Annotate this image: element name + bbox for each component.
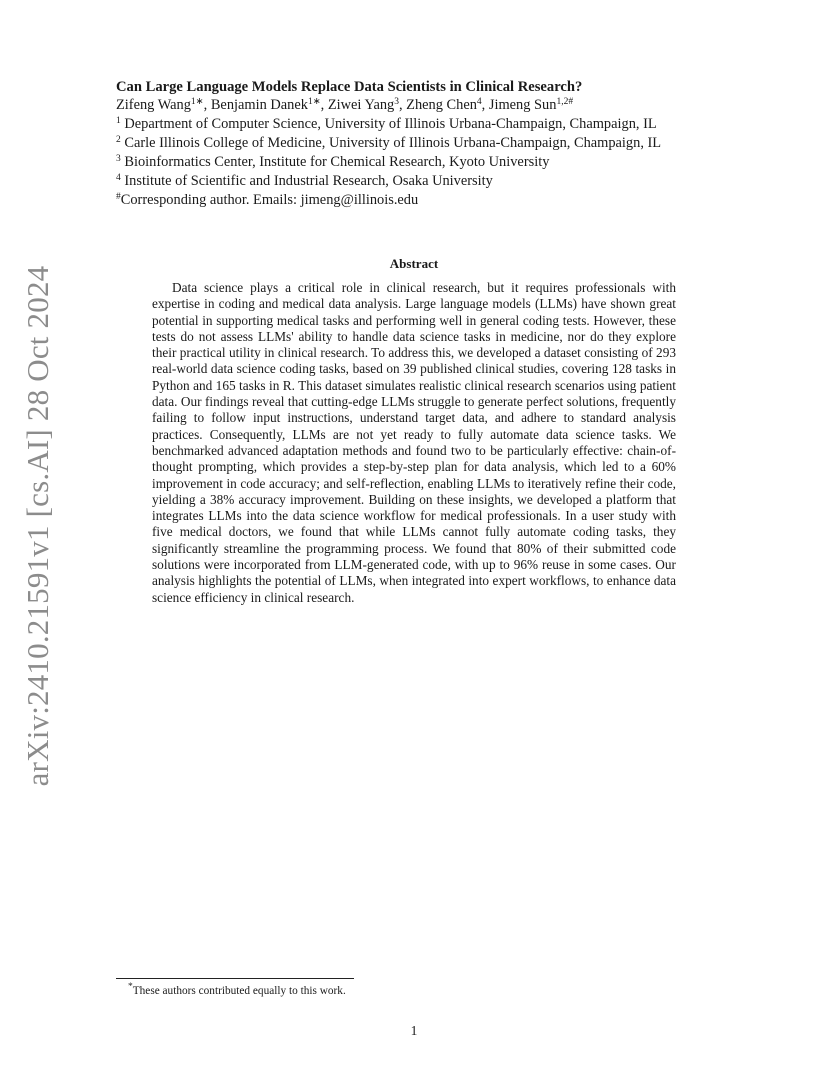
author-affiliation-mark: 4 [476, 97, 482, 107]
affiliation-line [116, 172, 716, 191]
author-affiliation-mark: 3 [394, 97, 399, 107]
author-affiliation-mark: 1∗ [307, 97, 321, 107]
affiliation-mark: 4 [116, 173, 121, 183]
abstract-body: Data science plays a critical role in clinical research, but it requires professionals with expertise in coding and medical data analysis. Large language models (LLMs) have shown great potential in supporting medical tasks and performing well in general coding tests. However, these tests do not assess LLMs' ability to handle data science tasks in medicine, nor do they explore their practical utility in clinical research. To address this, we developed a dataset consisting of 293 real-world data science coding tasks, based on 39 published clinical studies, covering 128 tasks in Python and 165 tasks in R. This dataset simulates realistic clinical research scenarios using patient data. Our findings reveal that cutting-edge LLMs struggle to generate perfect solutions, frequently failing to follow input instructions, understand target data, and adhere to standard analysis practices. Consequently, LLMs are not yet ready to fully automate data science tasks. We benchmarked advanced adaptation methods and found two to be particularly effective: chain-of-thought prompting, which provides a step-by-step plan for data analysis, which led to a 60% improvement in code accuracy; and self-reflection, enabling LLMs to iteratively refine their code, yielding a 38% accuracy improvement. Building on these insights, we developed a platform that integrates LLMs into the data science workflow for medical professionals. In a user study with five medical doctors, we found that while LLMs cannot fully automate coding tasks, they significantly streamline the programming process. We found that 80% of their submitted code solutions were incorporated from LLM-generated code, with up to 96% reuse in some cases. Our analysis highlights the potential of LLMs, when integrated into expert workflows, to enhance data science efficiency in clinical research. [152, 280, 676, 605]
affiliation-mark: 3 [116, 154, 121, 164]
affiliation-text: Institute of Scientific and Industrial Research, Osaka University [124, 173, 493, 189]
affiliation-mark: 2 [116, 135, 121, 145]
affiliation-line [116, 134, 716, 153]
page-number: 1 [410, 1023, 418, 1038]
affiliation-line [116, 115, 716, 134]
footnote [128, 984, 346, 998]
author-list: Zifeng Wang$^{1∗}$, Benjamin Danek$^{1∗}$, Ziwei Yang$^3$, Zheng Chen$^4$, Jimeng Sun$^{1,2\#}$ [116, 97, 574, 113]
affiliation-text: Department of Computer Science, University of Illinois Urbana-Champaign, Champaign, IL [124, 116, 657, 132]
author-affiliation-mark: 1,2# [556, 97, 574, 107]
author-affiliation-mark: 1∗ [190, 97, 204, 107]
affiliation-mark: 1 [116, 116, 121, 126]
paper-title: Can Large Language Models Replace Data Scientists in Clinical Research? [116, 79, 583, 95]
author-name: Zifeng Wang [116, 97, 191, 113]
footnote-mark: * [128, 982, 133, 992]
author-name: Ziwei Yang [327, 97, 395, 113]
corresponding-author-text: Corresponding author. Emails: jimeng@illinois.edu [120, 192, 419, 208]
footnote-text: These authors contributed equally to this work. [132, 985, 346, 997]
paper-header [116, 78, 716, 210]
affiliation-text: Carle Illinois College of Medicine, University of Illinois Urbana-Champaign, Champaign, IL [124, 135, 662, 151]
author-name: Jimeng Sun [488, 97, 557, 113]
affiliation-text: Bioinformatics Center, Institute for Chemical Research, Kyoto University [124, 154, 550, 170]
corresponding-author-line [116, 191, 716, 210]
author-name: Benjamin Danek [210, 97, 308, 113]
corresponding-mark: # [116, 192, 121, 202]
abstract-heading: Abstract [389, 256, 439, 271]
affiliation-line [116, 153, 716, 172]
arxiv-identifier[interactable]: arXiv:2410.21591v1 [cs.AI] 28 Oct 2024 [20, 265, 55, 787]
author-name: Zheng Chen [406, 97, 477, 113]
footnote-divider [116, 978, 354, 979]
